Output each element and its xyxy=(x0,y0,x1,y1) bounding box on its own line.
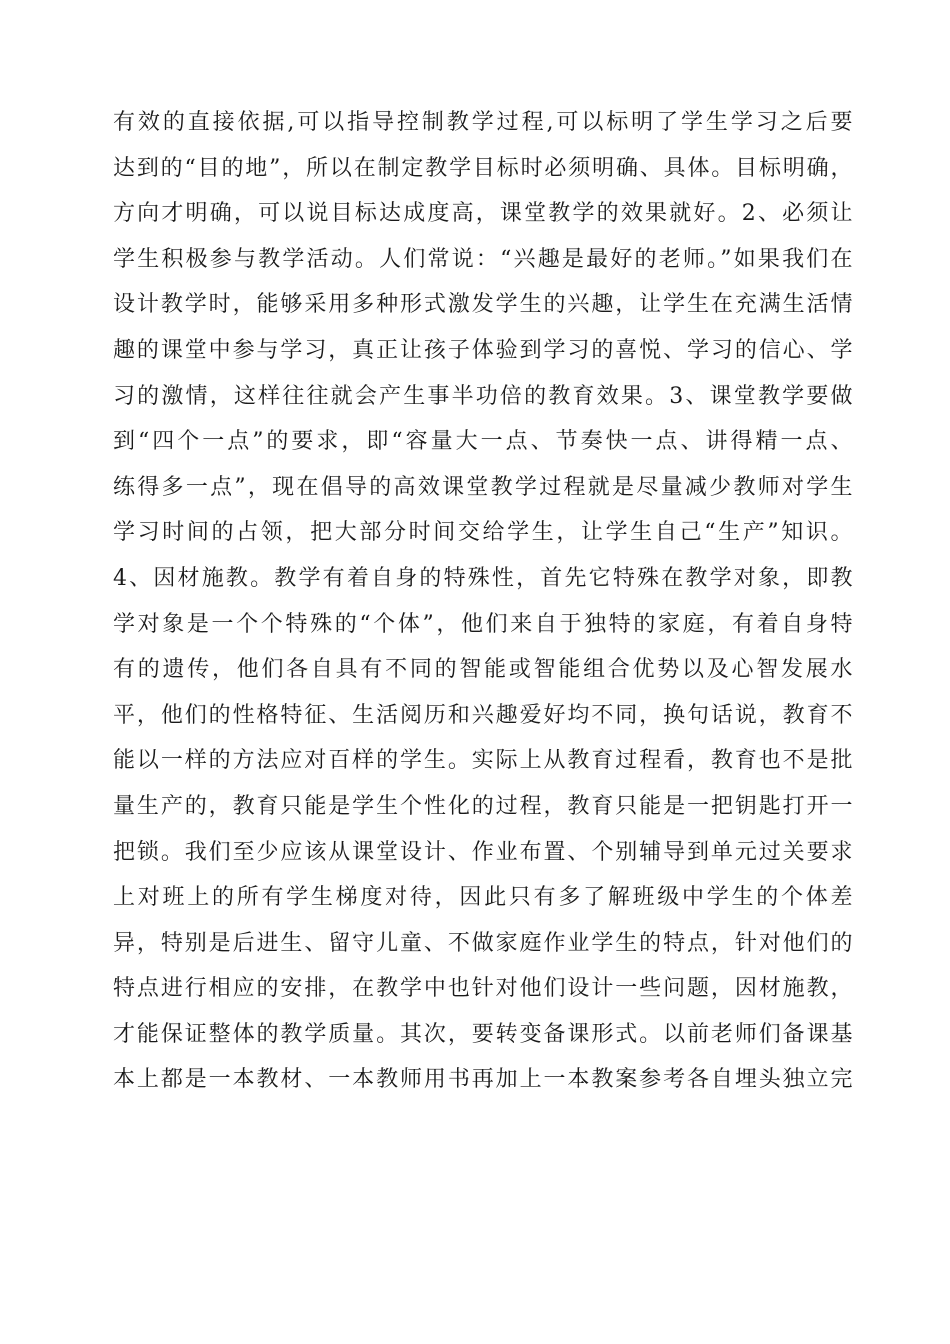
text-line: 学对象是一个个特殊的“个体”，他们来自于独特的家庭，有着自身特 xyxy=(113,611,853,637)
text-line: 到“四个一点”的要求，即“容量大一点、节奏快一点、讲得精一点、 xyxy=(113,429,853,455)
text-line: 练得多一点”，现在倡导的高效课堂教学过程就是尽量减少教师对学生 xyxy=(113,474,853,500)
text-line: 本上都是一本教材、一本教师用书再加上一本教案参考各自埋头独立完 xyxy=(113,1067,853,1093)
text-line: 趣的课堂中参与学习，真正让孩子体验到学习的喜悦、学习的信心、学 xyxy=(113,337,853,363)
text-line: 异，特别是后进生、留守儿童、不做家庭作业学生的特点，针对他们的 xyxy=(113,930,853,956)
text-line: 设计教学时，能够采用多种形式激发学生的兴趣，让学生在充满生活情 xyxy=(113,292,853,318)
text-line: 达到的“目的地”，所以在制定教学目标时必须明确、具体。目标明确， xyxy=(113,155,853,181)
text-line: 方向才明确，可以说目标达成度高，课堂教学的效果就好。2、必须让 xyxy=(113,201,853,227)
text-line: 能以一样的方法应对百样的学生。实际上从教育过程看，教育也不是批 xyxy=(113,748,853,774)
text-line: 才能保证整体的教学质量。其次，要转变备课形式。以前老师们备课基 xyxy=(113,1021,853,1047)
text-line: 量生产的，教育只能是学生个性化的过程，教育只能是一把钥匙打开一 xyxy=(113,793,853,819)
text-line: 平，他们的性格特征、生活阅历和兴趣爱好均不同，换句话说，教育不 xyxy=(113,702,853,728)
body-text xyxy=(113,100,853,1103)
text-line: 4、因材施教。教学有着自身的特殊性，首先它特殊在教学对象，即教 xyxy=(113,565,853,591)
text-line: 习的激情，这样往往就会产生事半功倍的教育效果。3、课堂教学要做 xyxy=(113,383,853,409)
text-line: 特点进行相应的安排，在教学中也针对他们设计一些问题，因材施教， xyxy=(113,976,853,1002)
text-line: 有的遗传，他们各自具有不同的智能或智能组合优势以及心智发展水 xyxy=(113,657,853,683)
text-line: 把锁。我们至少应该从课堂设计、作业布置、个别辅导到单元过关要求 xyxy=(113,839,853,865)
text-line: 学习时间的占领，把大部分时间交给学生，让学生自己“生产”知识。 xyxy=(113,520,853,546)
text-line: 上对班上的所有学生梯度对待，因此只有多了解班级中学生的个体差 xyxy=(113,885,853,911)
text-line: 学生积极参与教学活动。人们常说：“兴趣是最好的老师。”如果我们在 xyxy=(113,246,853,272)
text-line: 有效的直接依据,可以指导控制教学过程,可以标明了学生学习之后要 xyxy=(113,110,853,135)
